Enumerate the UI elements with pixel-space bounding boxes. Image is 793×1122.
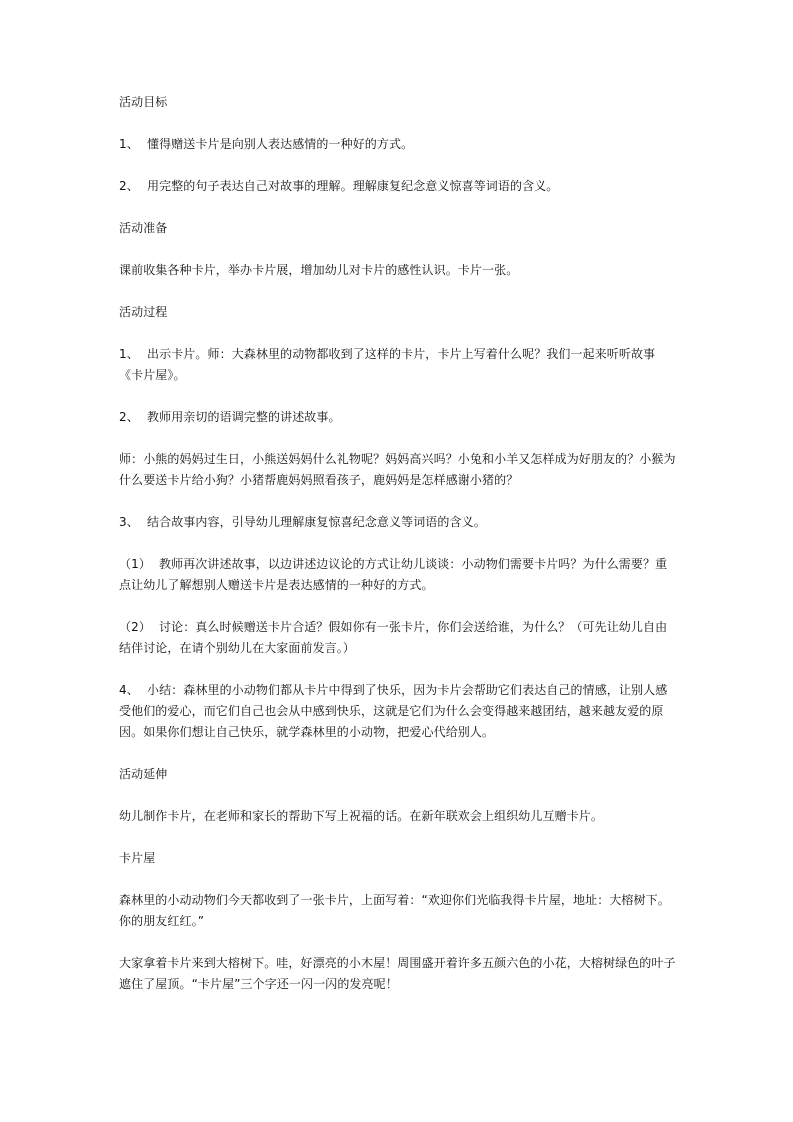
process-subitem-2-number: （2）: [119, 620, 151, 634]
heading-activity-preparation: 活动准备: [119, 221, 168, 235]
process-item-3-text: 结合故事内容，引导幼儿理解康复惊喜纪念意义等词语的含义。: [147, 515, 486, 529]
goal-item-1-text: 懂得赠送卡片是向别人表达感情的一种好的方式。: [147, 137, 414, 151]
process-item-4-text: 小结：森林里的小动物们都从卡片中得到了快乐，因为卡片会帮助它们表达自己的情感，让别人感受他们的爱心，而它们自己也会从中感到快乐，这就是它们为什么会变得越来越团结，越来越友爱的原因。如果你们想让自己快乐，就学森林里的小动物，把爱心代给别人。: [119, 683, 668, 739]
story-paragraph-2: 大家拿着卡片来到大榕树下。哇，好漂亮的小木屋！周围盛开着许多五颜六色的小花，大榕树绿色的叶子遮住了屋顶。“卡片屋”三个字还一闪一闪的发亮呢！: [119, 956, 676, 991]
process-item-3-number: 3、: [119, 515, 139, 529]
process-item-1-number: 1、: [119, 347, 139, 361]
preparation-text: 课前收集各种卡片，举办卡片展，增加幼儿对卡片的感性认识。卡片一张。: [119, 263, 519, 277]
process-item-2-number: 2、: [119, 410, 139, 424]
process-item-3: [119, 512, 679, 533]
story-paragraph-1: 森林里的小动动物们今天都收到了一张卡片，上面写着：“欢迎你们光临我得卡片屋，地址：大榕树下。你的朋友红红。”: [119, 893, 670, 928]
goal-item-2-number: 2、: [119, 179, 139, 193]
extension-text: 幼儿制作卡片，在老师和家长的帮助下写上祝福的话。在新年联欢会上组织幼儿互赠卡片。: [119, 809, 604, 823]
goal-item-2-text: 用完整的句子表达自己对故事的理解。理解康复纪念意义惊喜等词语的含义。: [147, 179, 559, 193]
process-item-2-text: 教师用亲切的语调完整的讲述故事。: [147, 410, 341, 424]
goal-item-1: [119, 134, 679, 155]
process-item-4-number: 4、: [119, 683, 139, 697]
goal-item-1-number: 1、: [119, 137, 139, 151]
process-subitem-1-number: （1）: [119, 557, 151, 571]
process-subitem-2-text: 讨论：真么时候赠送卡片合适？假如你有一张卡片，你们会送给谁，为什么？（可先让幼儿自由结伴讨论，在请个别幼儿在大家面前发言。）: [119, 620, 668, 655]
process-teacher-questions: 师：小熊的妈妈过生日，小熊送妈妈什么礼物呢？妈妈高兴吗？小兔和小羊又怎样成为好朋友的？小猴为什么要送卡片给小狗？小猪帮鹿妈妈照看孩子，鹿妈妈是怎样感谢小猪的？: [119, 452, 676, 487]
heading-activity-process: 活动过程: [119, 305, 168, 319]
process-subitem-1-text: 教师再次讲述故事，以边讲述边议论的方式让幼儿谈谈：小动物们需要卡片吗？为什么需要？重点让幼儿了解想别人赠送卡片是表达感情的一种好的方式。: [119, 557, 668, 592]
heading-activity-extension: 活动延伸: [119, 767, 168, 781]
process-item-1: [119, 344, 679, 386]
process-item-4: [119, 680, 679, 743]
heading-activity-goals: 活动目标: [119, 95, 168, 109]
process-item-1-text: 出示卡片。师：大森林里的动物都收到了这样的卡片，卡片上写着什么呢？我们一起来听听故事《卡片屋》。: [119, 347, 656, 382]
process-item-2: [119, 407, 679, 428]
process-subitem-1: [119, 554, 679, 596]
process-subitem-2: [119, 617, 679, 659]
heading-story-title: 卡片屋: [119, 851, 156, 865]
document-body: [119, 92, 679, 995]
goal-item-2: [119, 176, 679, 197]
